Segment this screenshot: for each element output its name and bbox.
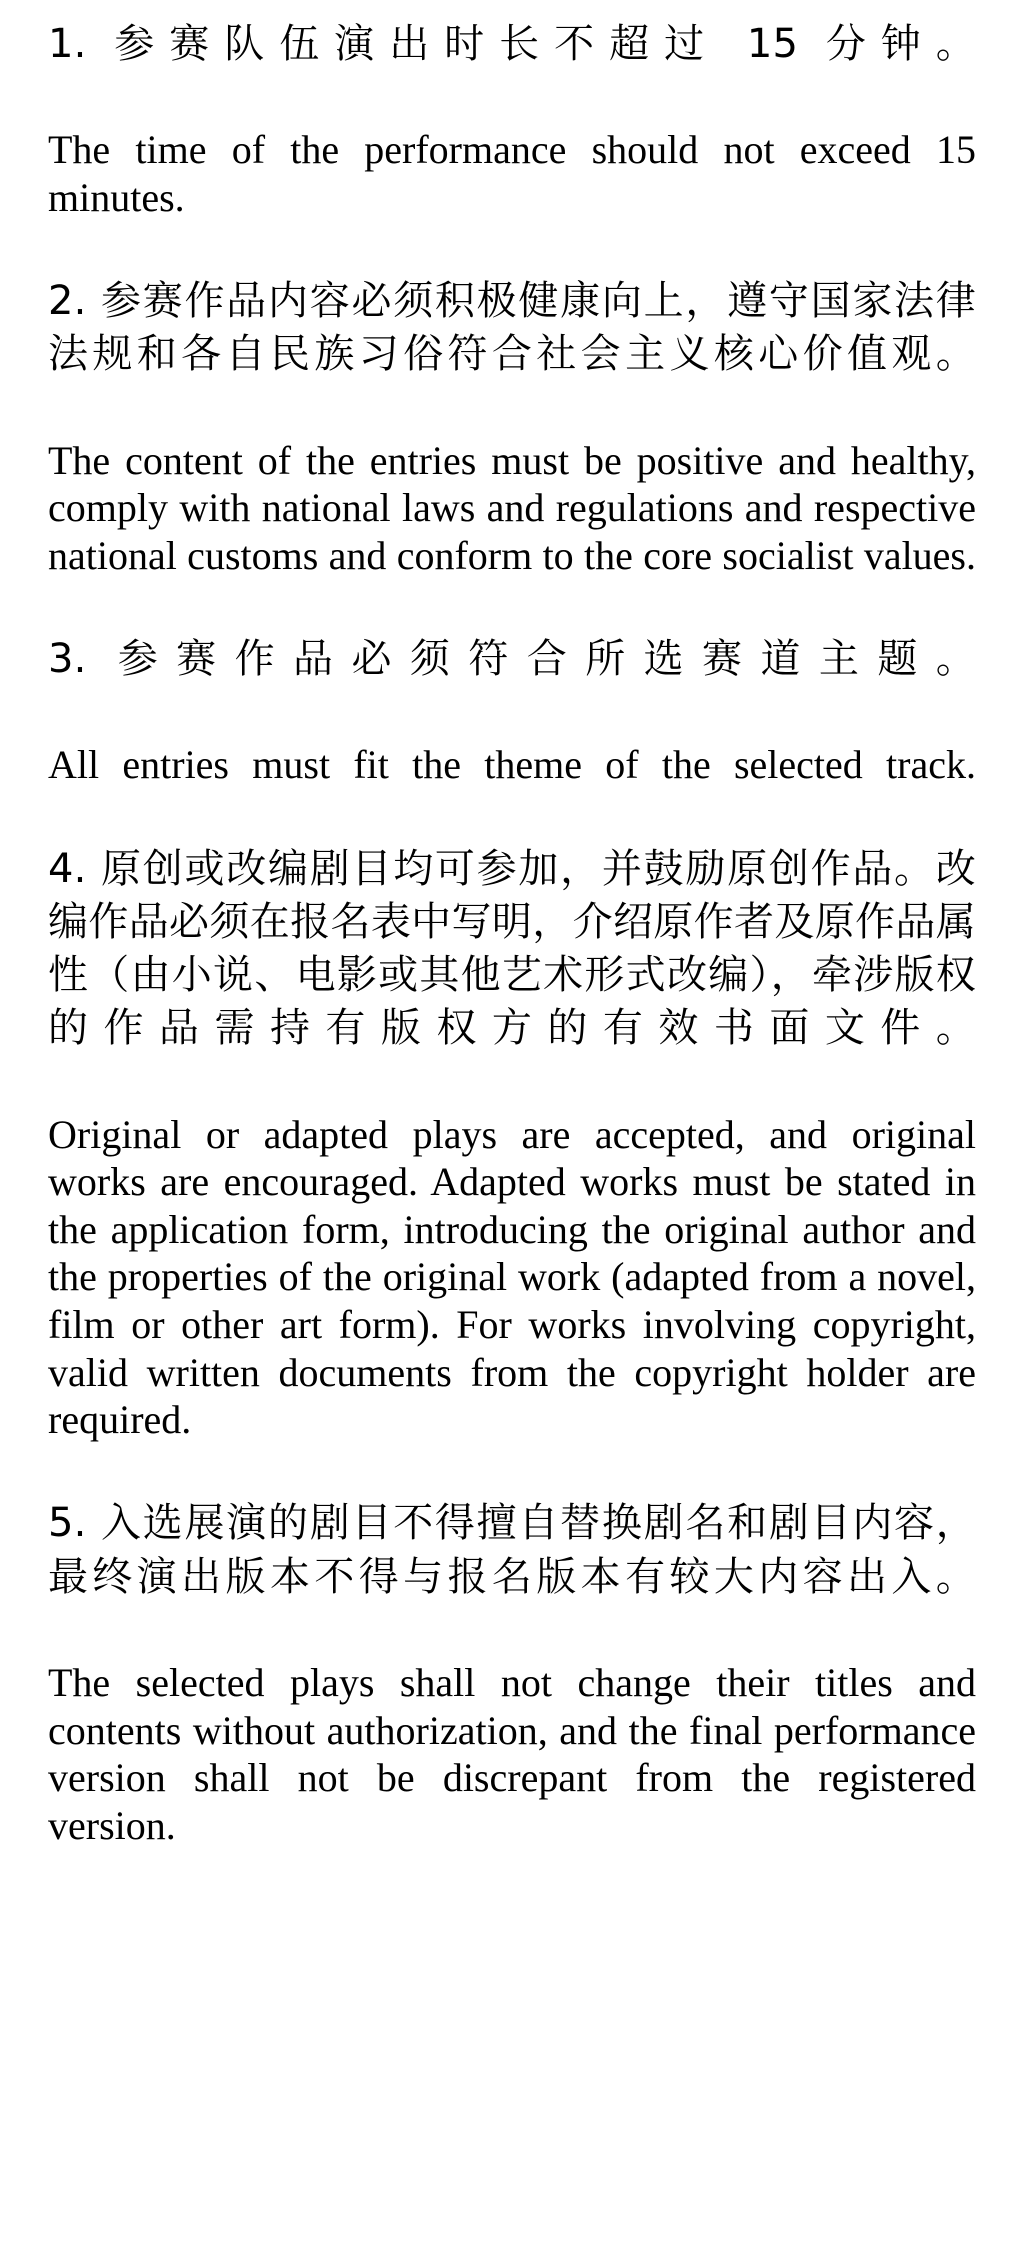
rule-item-1: [48, 18, 976, 269]
rule-text-english: The time of the performance should not exceed 15 minutes.: [48, 127, 976, 220]
rule-text-chinese: 4. 原创或改编剧目均可参加，并鼓励原创作品。改编作品必须在报名表中写明，介绍原作者及原作品属性（由小说、电影或其他艺术形式改编），牵涉版权的作品需持有版权方的有效书面文件。: [48, 845, 976, 1052]
rule-item-4: [48, 843, 976, 1492]
rule-text-chinese: 5. 入选展演的剧目不得擅自替换剧名和剧目内容，最终演出版本不得与报名版本有较大内容出入。: [48, 1500, 976, 1600]
rule-item-2: [48, 275, 976, 627]
rule-text-english: All entries must fit the theme of the selected track.: [48, 742, 976, 788]
rule-text-chinese: 2. 参赛作品内容必须积极健康向上，遵守国家法律法规和各自民族习俗符合社会主义核心价值观。: [48, 278, 976, 378]
rule-text-chinese: 3. 参赛作品必须符合所选赛道主题。: [48, 636, 976, 683]
rule-item-5: [48, 1497, 976, 1897]
rule-text-english: Original or adapted plays are accepted, and original works are encouraged. Adapted works must be stated in the application form, introducing the original author and the properties of the original work (adapted from a novel, film or other art form). For works involving copyright, valid written documents from the copyright holder are required.: [48, 1111, 976, 1443]
rule-text-chinese: 1. 参赛队伍演出时长不超过 15 分钟。: [48, 21, 976, 67]
rule-text-english: The selected plays shall not change their titles and contents without authorization, and the final performance version shall not be discrepant from the registered version.: [48, 1659, 976, 1848]
rule-item-3: [48, 633, 976, 837]
rule-text-english: The content of the entries must be positive and healthy, comply with national laws and regulations and respective national customs and conform to the core socialist values.: [48, 437, 976, 578]
